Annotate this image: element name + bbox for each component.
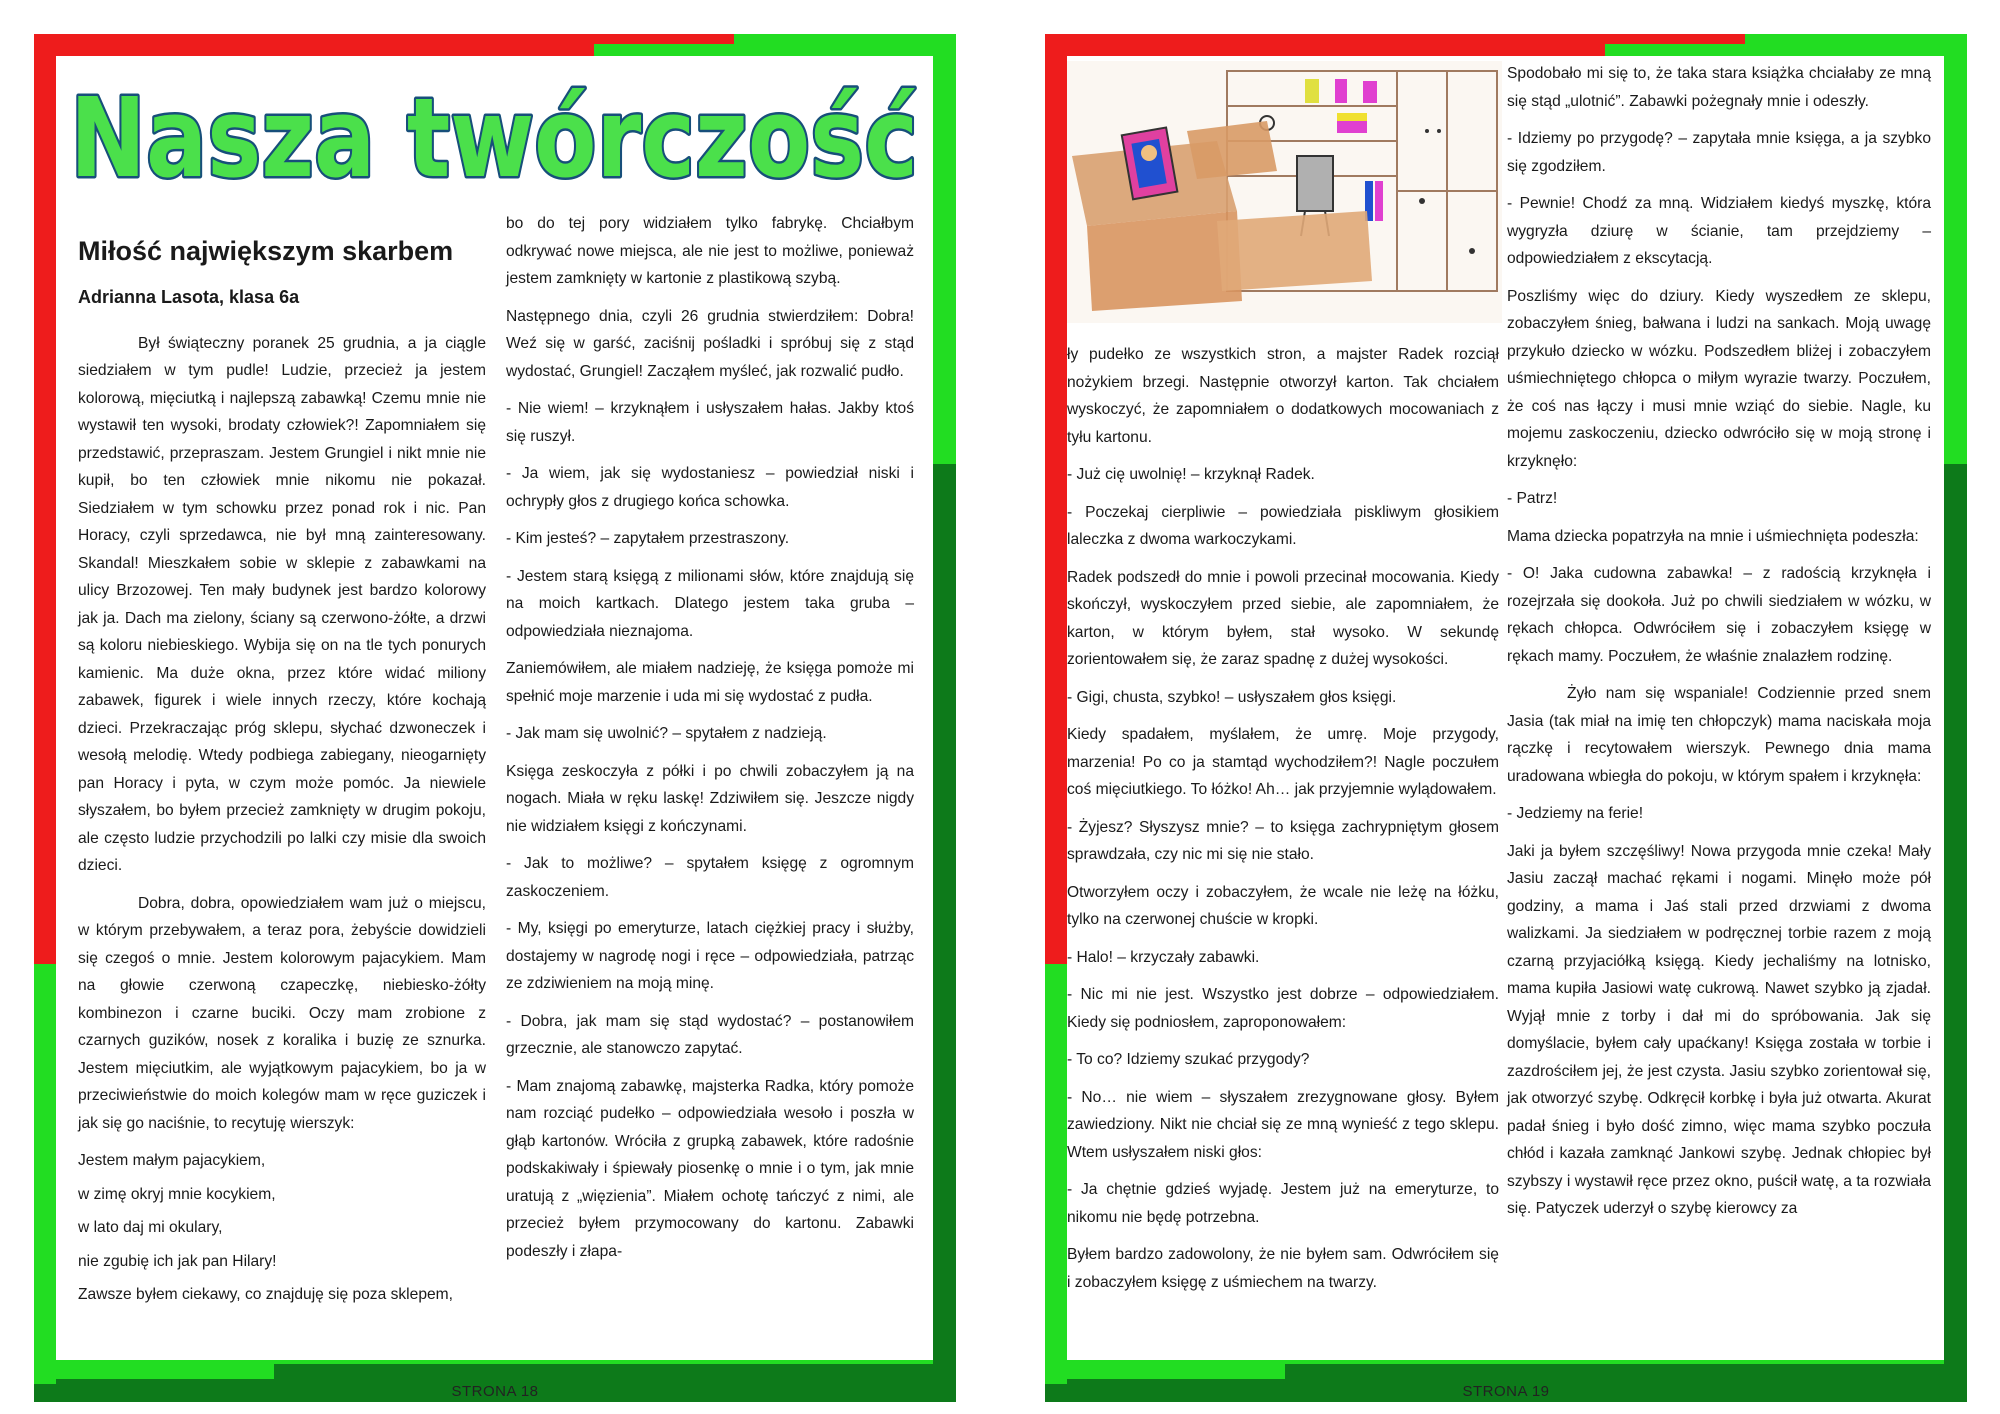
paragraph: Zawsze byłem ciekawy, co znajduję się poza sklepem, <box>78 1286 453 1303</box>
paragraph: - To co? Idziemy szukać przygody? <box>1067 1051 1310 1068</box>
paragraph: Jaki ja byłem szczęśliwy! Nowa przygoda mnie czeka! Mały Jasiu zaczął machać rękami i nogami. Minęło może pół godziny, a mama i Jaś stali przed drzwiami z dwoma walizkami. Ja siedziałem w podręcznej torbie razem z moją czarną przyjaciółką księgą. Kiedy jechaliśmy na lotnisko, mama kupiła Jasiowi watę cukrową. Nawet szybko ją zjadał. Wyjął mnie z torby i dał mi do spróbowania. Jak się domyślacie, byłem cały upaćkany! Księga została w torbie i zazdrościłem jej, że jest czysta. Jasiu szybko zorientował się, jak otworzyć szybę. Odkręcił korbkę i była już otwarta. Akurat padał śnieg i było dość zimno, więc mama szybko poczuła chłód i kazała zamknąć Jankowi szybę. Jednak chłopiec był szybszy i wystawił ręce przez okno, puścił watę, a ta rozwiała się. Patyczek uderzył o szybę kierowcy za <box>1507 842 1931 1217</box>
drawing-toy-shelves-icon <box>1067 61 1502 323</box>
paragraph: - Ja chętnie gdzieś wyjadę. Jestem już na emeryturze, to nikomu nie będę potrzebna. <box>1067 1181 1499 1226</box>
right-column-1 <box>1067 341 1499 1306</box>
paragraph: - Dobra, jak mam się stąd wydostać? – postanowiłem grzecznie, ale stanowczo zapytać. <box>506 1012 914 1057</box>
paragraph: Otworzyłem oczy i zobaczyłem, że wcale nie leżę na łóżku, tylko na czerwonej chuście w kropki. <box>1067 883 1499 928</box>
paragraph: Poszliśmy więc do dziury. Kiedy wyszedłem ze sklepu, zobaczyłem śnieg, bałwana i ludzi na sankach. Moją uwagę przykuło dziecko w wózku. Podszedłem bliżej i zobaczyłem uśmiechniętego chłopca o miłym wyrazie twarzy. Poczułem, że coś nas łączy i musi mnie wziąć do siebie. Nagle, ku mojemu zaskoczeniu, dziecko odwróciło się w moją stronę i krzyknęło: <box>1507 287 1931 470</box>
paragraph: Następnego dnia, czyli 26 grudnia stwierdziłem: Dobra! Weź się w garść, zaciśnij pośladki i spróbuj się z stąd wydostać, Grungiel! Zacząłem myśleć, jak rozwalić pudło. <box>506 307 914 380</box>
left-column-1 <box>78 234 486 1319</box>
right-column-2 <box>1507 60 1931 1233</box>
paragraph: - My, księgi po emeryturze, latach ciężkiej pracy i służby, dostajemy w nagrodę nogi i ręce – odpowiedziała, patrząc ze zdziwieniem na moją minę. <box>506 920 914 992</box>
paragraph: - Gigi, chusta, szybko! – usłyszałem głos księgi. <box>1067 688 1397 706</box>
paragraph: - Żyjesz? Słyszysz mnie? – to księga zachrypniętym głosem sprawdzała, czy nic mi się nie stało. <box>1067 818 1499 863</box>
story-title: Miłość największym skarbem <box>78 236 454 266</box>
paragraph: - Nic mi nie jest. Wszystko jest dobrze – odpowiedziałem. Kiedy się podniosłem, zaproponowałem: <box>1067 986 1499 1031</box>
page-right <box>1045 34 1967 1402</box>
paragraph: Spodobało mi się to, że taka stara książka chciałaby ze mną się stąd „ulotnić”. Zabawki pożegnały mnie i odeszły. <box>1507 65 1931 110</box>
poem-line: Jestem małym pajacykiem, <box>78 1152 266 1169</box>
poem-line: nie zgubię ich jak pan Hilary! <box>78 1252 277 1270</box>
paragraph: - Patrz! <box>1507 490 1558 507</box>
paragraph: bo do tej pory widziałem tylko fabrykę. Chciałbym odkrywać nowe miejsca, ale nie jest to możliwe, ponieważ jestem zamknięty w kartonie z plastikową szybą. <box>506 215 914 287</box>
masthead-title: Nasza twórczość <box>70 74 918 202</box>
paragraph: Byłem bardzo zadowolony, że nie byłem sam. Odwróciłem się i zobaczyłem księgę z uśmiechem na twarzy. <box>1067 1246 1499 1291</box>
paragraph: - Poczekaj cierpliwie – powiedziała piskliwym głosikiem laleczka z dwoma warkoczykami. <box>1067 503 1499 548</box>
paragraph: Żyło nam się wspaniale! Codziennie przed snem Jasia (tak miał na imię ten chłopczyk) mama naciskała moja rączkę i recytowałem wierszyk. Pewnego dnia mama uradowana wbiegła do pokoju, w którym spałem i krzyknęła: <box>1507 685 1931 785</box>
paragraph: Kiedy spadałem, myślałem, że umrę. Moje przygody, marzenia! Po co ja stamtąd wychodziłem?! Nagle poczułem coś mięciutkiego. To łóżko! Ah… jak przyjemnie wylądowałem. <box>1067 726 1499 798</box>
paragraph: Radek podszedł do mnie i powoli przecinał mocowania. Kiedy skończył, wyskoczyłem przed siebie, ale zapomniałem, że karton, w którym byłem, stał wysoko. W sekundę zorientowałem się, że zaraz spadnę z dużej wysokości. <box>1067 568 1499 668</box>
paragraph: - Jedziemy na ferie! <box>1507 805 1644 822</box>
paragraph: Był świąteczny poranek 25 grudnia, a ja ciągle siedziałem w tym pudle! Ludzie, przecież ja jestem kolorową, mięciutką i najlepszą zabawką! Czemu mnie nie wystawił ten wysoki, brodaty człowiek?! Zapomniałem się przedstawić, przepraszam. Jestem Grungiel i nikt mnie nie kupił, bo ten człowiek mnie nikomu nie pokazał. Siedziałem w tym schowku przez ponad rok i nic. Pan Horacy, czyli sprzedawca, nie był mną zainteresowany. Skandal! Mieszkałem sobie w sklepie z zabawkami na ulicy Brzozowej. Ten mały budynek jest bardzo kolorowy jak ja. Dach ma zielony, ściany są czerwono-żółte, a drzwi są koloru niebieskiego. Wybija się on na tle tych ponurych kamienic. Ma duże okna, przez które widać miliony zabawek, figurek i wiele innych rzeczy, które kochają dzieci. Przekraczając próg sklepu, słychać dzwoneczek i wesołą melodię. Wtedy podbiega zabiegany, nieogarnięty pan Horacy i pyta, w czym może pomóc. Ja niewiele słyszałem, bo byłem przecież zamknięty w drugim pokoju, ale często ludzie przychodzili po lalki czy misie dla swoich dzieci. <box>78 334 486 874</box>
paragraph: ły pudełko ze wszystkich stron, a majster Radek rozciął nożykiem brzegi. Następnie otworzył karton. Tak chciałem wyskoczyć, że zapomniałem o dodatkowych mocowaniach z tyłu kartonu. <box>1067 346 1499 446</box>
paragraph: - Jak mam się uwolnić? – spytałem z nadzieją. <box>506 725 827 742</box>
paragraph: - No… nie wiem – słyszałem zrezygnowane głosy. Byłem zawiedziony. Nikt nie chciał się ze mną wynieść z tego sklepu. Wtem usłyszałem niski głos: <box>1067 1088 1499 1161</box>
page-number-right: STRONA 19 <box>1462 1383 1550 1400</box>
poem-line: w zimę okryj mnie kocykiem, <box>78 1185 276 1203</box>
paragraph: - O! Jaka cudowna zabawka! – z radością krzyknęła i rozejrzała się dookoła. Już po chwili siedziałem w wózku, w rękach chłopca. Odwróciłem się i zobaczyłem księgę w rękach mamy. Poczułem, że właśnie znalazłem rodzinę. <box>1507 565 1931 665</box>
paper-left <box>56 56 933 1360</box>
paragraph: - Pewnie! Chodź za mną. Widziałem kiedyś myszkę, która wygryzła dziurę w ścianie, tam przejdziemy – odpowiedziałem z ekscytacją. <box>1507 195 1931 267</box>
paragraph: - Już cię uwolnię! – krzyknął Radek. <box>1067 466 1315 483</box>
paragraph: Dobra, dobra, opowiedziałem wam już o miejscu, w którym przebywałem, a teraz pora, żebyście dowidzieli się czegoś o mnie. Jestem kolorowym pajacykiem. Mam na głowie czerwoną czapeczkę, niebiesko-żółty kombinezon i czarne buciki. Oczy mam zrobione z czarnych guzików, nosek z koralika i buzię ze sznurka. Jestem mięciutkim, ale wyjątkowym pajacykiem, bo ja w przeciwieństwie do moich kolegów mam w ręce guziczek i jak się go naciśnie, to recytuję wierszyk: <box>78 894 486 1132</box>
page-left <box>34 34 956 1402</box>
paragraph: - Mam znajomą zabawkę, majsterka Radka, który pomoże nam rozciąć pudełko – odpowiedziała wesoło i poszła w głąb kartonów. Wróciła z grupką zabawek, które radośnie podskakiwały i śpiewały piosenkę o mnie i o tym, jak mnie uratują z „więzienia”. Miałem ochotę tańczyć z nimi, ale przecież byłem przymocowany do kartonu. Zabawki podeszły i złapa- <box>506 1077 914 1260</box>
paragraph: - Jestem starą księgą z milionami słów, które znajdują się na moich kartkach. Dlatego jestem taka gruba – odpowiedziała nieznajoma. <box>506 567 914 640</box>
paragraph: - Halo! – krzyczały zabawki. <box>1067 948 1260 966</box>
poem-line: w lato daj mi okulary, <box>78 1219 223 1236</box>
paragraph: - Jak to możliwe? – spytałem księgę z ogromnym zaskoczeniem. <box>506 855 914 900</box>
paragraph: - Kim jesteś? – zapytałem przestraszony. <box>506 530 790 547</box>
masthead <box>64 58 926 208</box>
story-author: Adrianna Lasota, klasa 6a <box>78 287 300 307</box>
paragraph: Księga zeskoczyła z półki i po chwili zobaczyłem ją na nogach. Miała w ręku laskę! Zdziwiłem się. Jeszcze nigdy nie widziałem księgi z kończynami. <box>506 762 914 835</box>
paragraph: - Nie wiem! – krzyknąłem i usłyszałem hałas. Jakby ktoś się ruszył. <box>506 400 914 445</box>
left-column-2 <box>506 210 914 1275</box>
paragraph: Mama dziecka popatrzyła na mnie i uśmiechnięta podeszła: <box>1507 527 1919 545</box>
page-number-left: STRONA 18 <box>451 1383 539 1400</box>
paragraph: - Ja wiem, jak się wydostaniesz – powiedział niski i ochrypły głos z drugiego końca schowka. <box>506 465 914 510</box>
paragraph: Zaniemówiłem, ale miałem nadzieję, że księga pomoże mi spełnić moje marzenie i uda mi się wydostać z pudła. <box>506 660 914 705</box>
paragraph: - Idziemy po przygodę? – zapytała mnie księga, a ja szybko się zgodziłem. <box>1507 130 1931 175</box>
paper-right <box>1067 56 1944 1360</box>
